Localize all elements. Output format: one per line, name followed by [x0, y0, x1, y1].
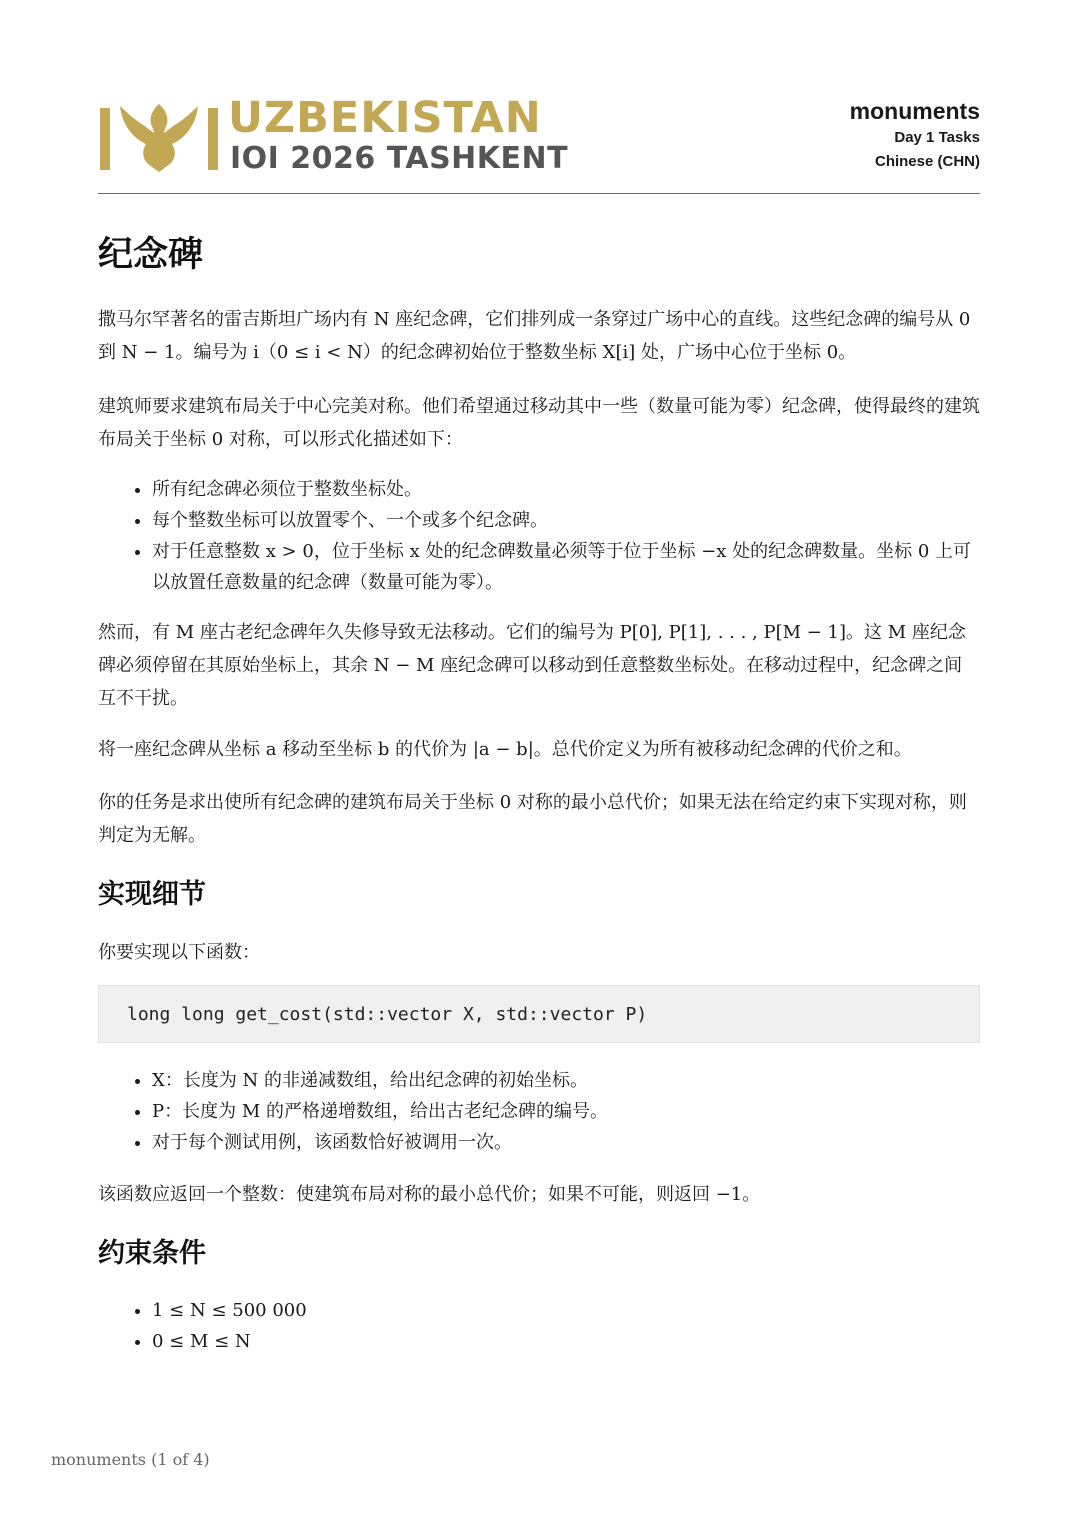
symmetry-rules-list: [98, 474, 980, 598]
list-item: • 每个整数坐标可以放置零个、一个或多个纪念碑。: [152, 505, 980, 536]
constraints-list: [98, 1295, 980, 1357]
task-info: [850, 96, 980, 174]
page-footer: monuments (1 of 4): [51, 1450, 210, 1469]
header-divider: [98, 193, 980, 194]
task-paragraph: 你的任务是求出使所有纪念碑的建筑布局关于坐标 0 对称的最小总代价；如果无法在给定约束下实现对称，则判定为无解。: [98, 792, 967, 846]
page-header: [98, 92, 980, 194]
function-signature-code: [98, 985, 980, 1043]
intro-paragraph-2: 建筑师要求建筑布局关于中心完美对称。他们希望通过移动其中一些（数量可能为零）纪念碑，使得最终的建筑布局关于坐标 0 对称，可以形式化描述如下：: [98, 396, 980, 450]
list-item: • 对于任意整数 x > 0，位于坐标 x 处的纪念碑数量必须等于位于坐标 −x 处的纪念碑数量。坐标 0 上可以放置任意数量的纪念碑（数量可能为零）。: [152, 536, 980, 598]
parameter-list: [98, 1065, 980, 1158]
intro-paragraph-1: 撒马尔罕著名的雷吉斯坦广场内有 N 座纪念碑，它们排列成一条穿过广场中心的直线。这些纪念碑的编号从 0 到 N − 1。编号为 i（0 ≤ i < N）的纪念碑初始位于整数坐标 X[i] 处，广场中心位于坐标 0。: [98, 309, 971, 363]
list-item: • P：长度为 M 的严格递增数组，给出古老纪念碑的编号。: [152, 1096, 980, 1127]
logo-event-text: IOI 2026 TASHKENT: [230, 141, 569, 176]
logo-country-text: UZBEKISTAN: [228, 93, 542, 143]
list-item: • X：长度为 N 的非递减数组，给出纪念碑的初始坐标。: [152, 1065, 980, 1096]
ioi-eagle-logo-icon: [98, 98, 220, 174]
task-name: monuments: [849, 98, 980, 124]
list-item: • 所有纪念碑必须位于整数坐标处。: [152, 474, 980, 505]
cost-paragraph: 将一座纪念碑从坐标 a 移动至坐标 b 的代价为 |a − b|。总代价定义为所有被移动纪念碑的代价之和。: [98, 739, 912, 760]
constraints-heading: 约束条件: [98, 1238, 206, 1269]
implementation-lead: 你要实现以下函数：: [98, 942, 260, 963]
task-statement: [98, 226, 980, 1357]
list-item: • 0 ≤ M ≤ N: [152, 1326, 980, 1357]
language-label: Chinese (CHN): [874, 153, 980, 170]
list-item: • 对于每个测试用例，该函数恰好被调用一次。: [152, 1127, 980, 1158]
implementation-heading: 实现细节: [98, 879, 206, 910]
page-title: 纪念碑: [98, 235, 204, 275]
fixed-monuments-paragraph: 然而，有 M 座古老纪念碑年久失修导致无法移动。它们的编号为 P[0], P[1], . . . , P[M − 1]。这 M 座纪念碑必须停留在其原始坐标上，其余 N − M 座纪念碑可以移动到任意整数坐标处。在移动过程中，纪念碑之间互不干扰。: [98, 622, 966, 709]
return-value-paragraph: 该函数应返回一个整数：使建筑布局对称的最小总代价；如果不可能，则返回 −1。: [98, 1184, 761, 1205]
day-label: Day 1 Tasks: [894, 129, 980, 146]
list-item: • 1 ≤ N ≤ 500 000: [152, 1295, 980, 1326]
code-text: long long get_cost(std::vector X, std::vector P): [127, 1003, 648, 1025]
